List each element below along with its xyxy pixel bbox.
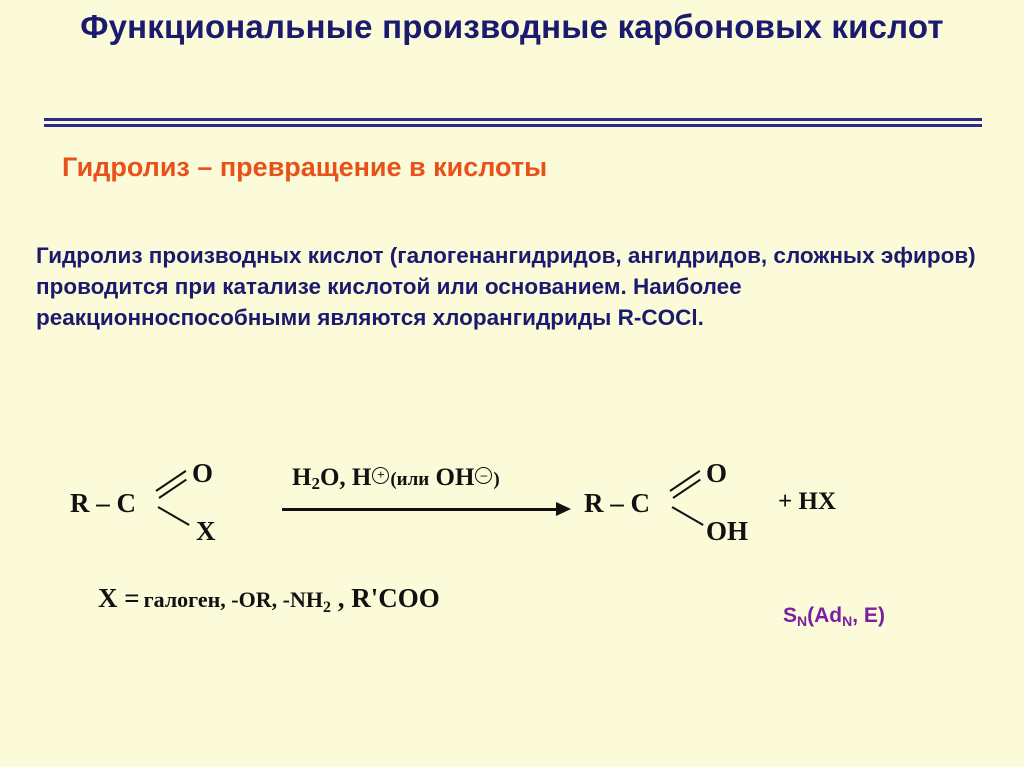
condition-water-rest: O, H	[319, 464, 372, 491]
condition-h-sub: 2	[311, 474, 320, 493]
single-bond-to-oh	[672, 506, 704, 526]
mechanism-tag	[783, 604, 885, 629]
x-definition-line	[98, 583, 440, 617]
condition-close-paren: )	[493, 469, 500, 490]
single-bond-to-x	[158, 506, 190, 526]
minus-charge-icon: –	[475, 467, 492, 484]
divider-line-top	[44, 118, 982, 121]
product-double-bond-line-2	[672, 479, 700, 499]
product-oxygen-label: O	[706, 458, 728, 488]
condition-or-label: (или	[390, 469, 430, 490]
reaction-arrow-shaft	[282, 508, 560, 511]
reactant-oxygen-label: O	[192, 458, 214, 488]
product-hydroxyl-label: OH	[706, 516, 749, 546]
x-definition-value: галоген, -OR, -NH	[143, 587, 323, 612]
double-bond-line-2	[158, 479, 186, 499]
x-definition-subscript: 2	[322, 599, 331, 616]
condition-oh-label: OH	[435, 464, 475, 491]
product-core-label: R – C	[584, 488, 650, 518]
section-subtitle: Гидролиз – превращение в кислоты	[62, 152, 548, 182]
mechanism-end: , E)	[852, 604, 885, 627]
mechanism-sub-n2: N	[842, 613, 853, 629]
x-definition-tail: , R'COO	[330, 583, 440, 613]
reactant-core-label: R – C	[70, 488, 136, 518]
x-definition-label: X =	[98, 583, 140, 613]
reactant-x-label: X	[196, 516, 216, 546]
mechanism-rest: (Ad	[807, 604, 843, 627]
mechanism-main: S	[783, 604, 798, 627]
plus-charge-icon: +	[372, 467, 389, 484]
arrow-conditions	[292, 464, 500, 494]
divider-line-bottom	[44, 124, 982, 127]
reaction-scheme	[60, 440, 970, 580]
title-divider	[44, 118, 982, 127]
body-paragraph: Гидролиз производных кислот (галогенангидридов, ангидридов, сложных эфиров) проводится при катализе кислотой или основанием. Наиболее реакционноспособными являются хлорангидриды R-COCl.	[36, 243, 976, 330]
reaction-arrow-head	[556, 502, 571, 516]
page-title: Функциональные производные карбоновых кислот	[80, 8, 944, 45]
condition-h-label: H	[292, 464, 312, 491]
byproduct-label: + HX	[778, 488, 836, 515]
mechanism-sub-n: N	[797, 613, 808, 629]
